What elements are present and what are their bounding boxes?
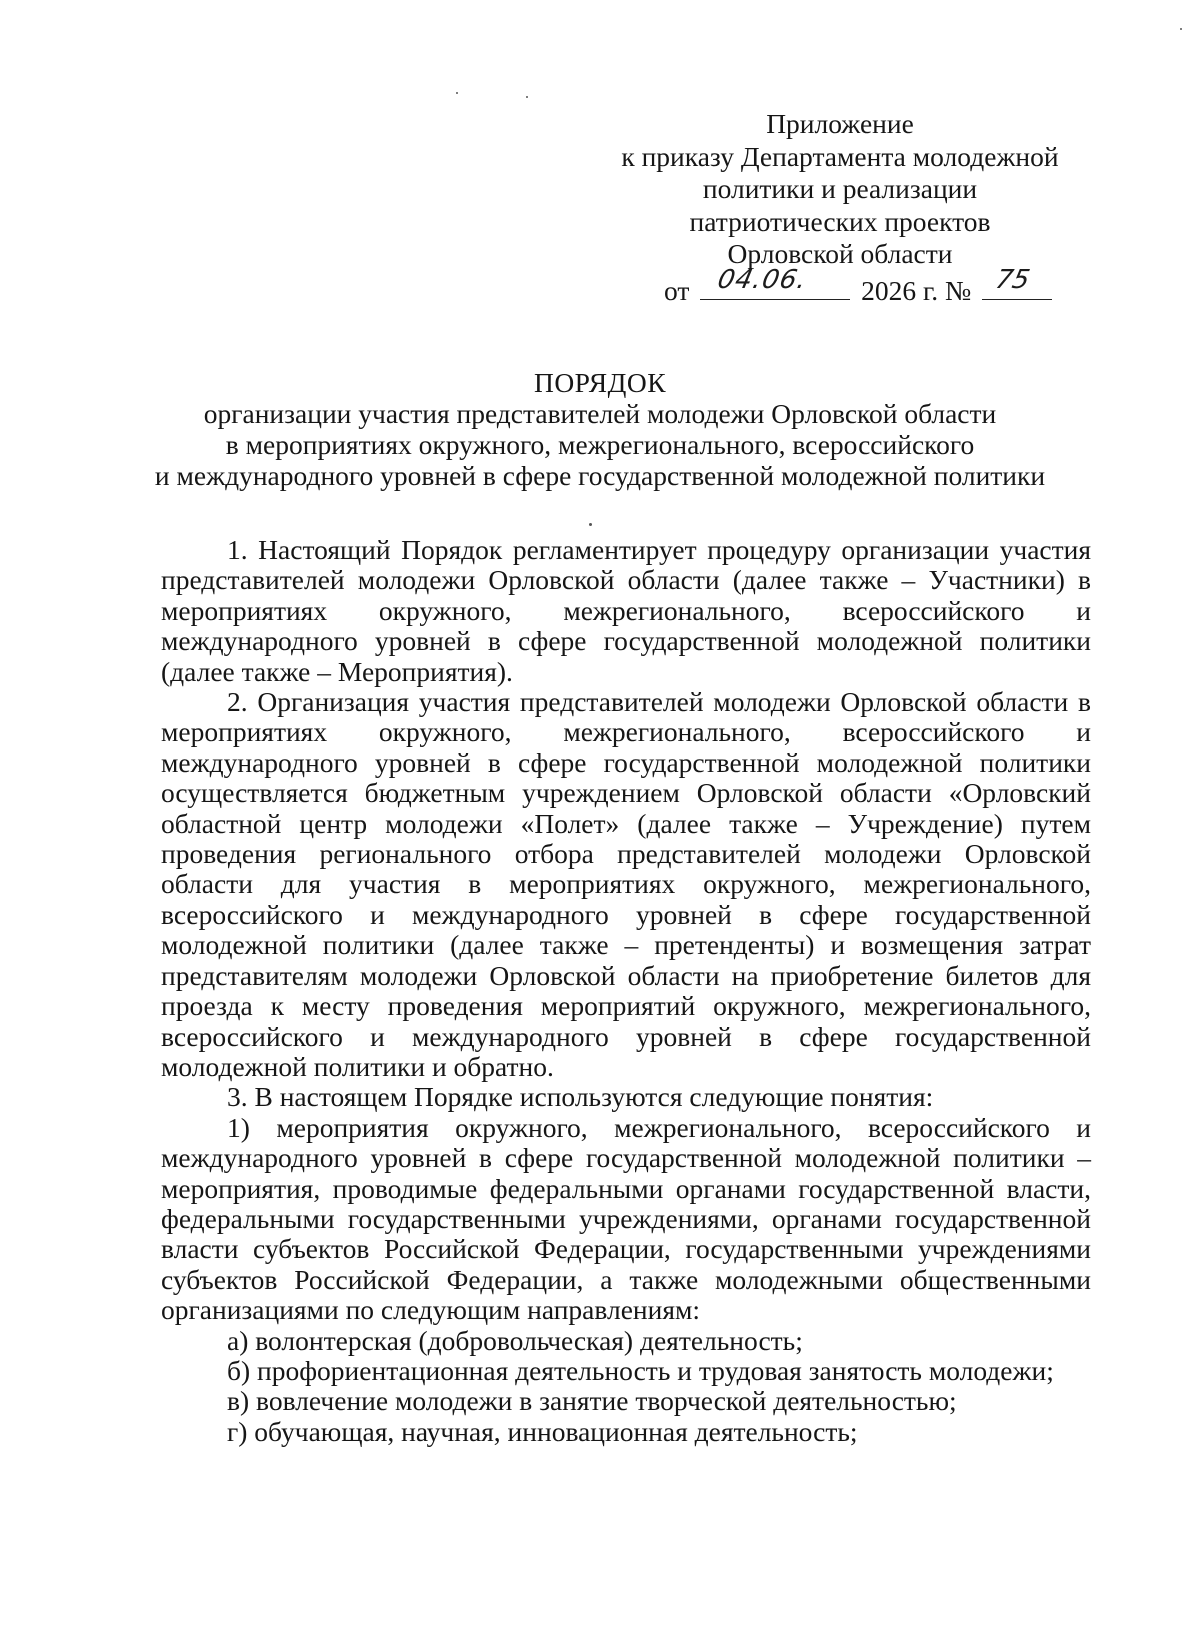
document-heading: ПОРЯДОК xyxy=(533,367,667,398)
appendix-region: Орловской области xyxy=(727,238,953,269)
list-item: б) профориентационная деятельность и трудовая занятость молодежи; xyxy=(227,1354,1054,1386)
appendix-dept-line: политики и реализации xyxy=(702,173,978,204)
appendix-label: Приложение xyxy=(766,108,914,139)
appendix-header xyxy=(596,108,1084,307)
list-item: г) обучающая, научная, инновационная деятельность; xyxy=(227,1415,858,1447)
scan-speck xyxy=(526,96,528,98)
list-item: а) волонтерская (добровольческая) деятельность; xyxy=(227,1324,803,1356)
scan-speck xyxy=(589,523,592,526)
number-blank xyxy=(982,265,1052,300)
list-item: в) вовлечение молодежи в занятие творческой деятельностью; xyxy=(227,1385,957,1417)
date-prefix: от xyxy=(664,274,690,306)
scan-speck xyxy=(456,92,458,94)
document-subtitle: организации участия представителей молодежи Орловской области xyxy=(203,398,997,429)
appendix-order-ref: к приказу Департамента молодежной xyxy=(621,140,1059,172)
date-blank xyxy=(700,265,850,300)
document-subtitle: и международного уровней в сфере государственной молодежной политики xyxy=(154,460,1046,491)
document-title-block xyxy=(140,367,1060,491)
document-body xyxy=(161,535,1091,1447)
handwritten-date: 04.06. xyxy=(715,265,811,295)
handwritten-number: 75 xyxy=(992,265,1033,295)
paragraph-2: 2. Организация участия представителей молодежи Орловской области в мероприятиях окружного, межрегионального, всероссийского и международного уровней в сфере государственной молодежной политики осуществляется бюджетным учреждением Орловской области «Орловский областной центр молодежи «Полет» (далее также – Учреждение) путем проведения регионального отбора представителей молодежи Орловской области для участия в мероприятиях окружного, межрегионального, всероссийского и международного уровней в сфере государственной молодежной политики (далее также – претенденты) и возмещения затрат представителям молодежи Орловской области на приобретение билетов для проезда к месту проведения мероприятий окружного, межрегионального, всероссийского и международного уровней в сфере государственной молодежной политики и обратно. xyxy=(161,686,1091,1082)
order-date-line xyxy=(596,265,1084,308)
year-number-label: 2026 г. № xyxy=(861,274,972,306)
document-subtitle: в мероприятиях окружного, межрегионального, всероссийского xyxy=(225,429,975,460)
paragraph-3: 3. В настоящем Порядке используются следующие понятия: xyxy=(227,1081,934,1113)
appendix-dept-line: патриотических проектов xyxy=(689,205,991,237)
scan-speck xyxy=(1180,28,1182,30)
paragraph-1: 1. Настоящий Порядок регламентирует процедуру организации участия представителей молодежи Орловской области (далее также – Участники) в мероприятиях окружного, межрегионального, всероссийского и международного уровней в сфере государственной молодежной политики (далее также – Мероприятия). xyxy=(161,534,1091,687)
paragraph-3-1: 1) мероприятия окружного, межрегионального, всероссийского и международного уровней в сфере государственной молодежной политики – мероприятия, проводимые федеральными органами государственной власти, федеральными государственными учреждениями, органами государственной власти субъектов Российской Федерации, государственными учреждениями субъектов Российской Федерации, а также молодежными общественными организациями по следующим направлениям: xyxy=(161,1111,1091,1326)
